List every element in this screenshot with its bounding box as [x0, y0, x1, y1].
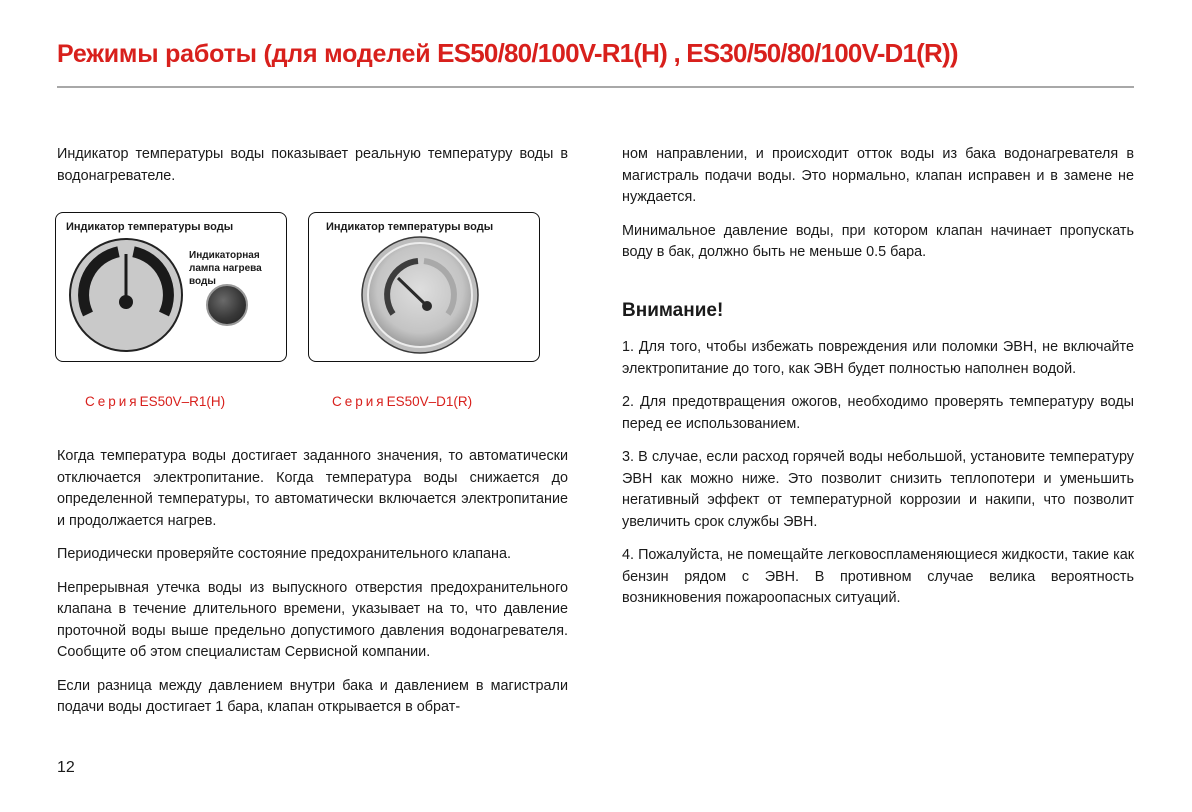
indicator-panel-d1: [308, 212, 540, 362]
temperature-gauge-icon: [63, 232, 189, 358]
warning-item: 1. Для того, чтобы избежать повреждения или поломки ЭВН, не включайте электропитание до того, как ЭВН будет полностью наполнен водой.: [622, 339, 1134, 377]
page-title-prefix: Режимы работы (для моделей: [57, 40, 438, 68]
series-model: ES50V–D1(R): [386, 394, 473, 409]
body-paragraph: Периодически проверяйте состояние предохранительного клапана.: [57, 546, 511, 562]
body-paragraph: Когда температура воды достигает заданного значения, то автоматически отключается электропитание. Когда температура воды снижается до определенной температуры, то автоматически включается электропитание и продолжается нагрев.: [57, 448, 568, 529]
temperature-gauge-icon: [358, 233, 482, 357]
page-title-models: ES50/80/100V-R1(H) , ES30/50/80/100V-D1(R)): [437, 38, 958, 68]
series-model: ES50V–R1(H): [139, 394, 226, 409]
title-divider: [57, 86, 1134, 88]
series-caption-r1: [85, 394, 225, 409]
body-paragraph: Если разница между давлением внутри бака и давлением в магистрали подачи воды достигает 1 бара, клапан открывается в обрат-: [57, 677, 568, 715]
series-caption-d1: [332, 394, 472, 409]
indicator-panel-r1: [55, 212, 287, 362]
panel-title: Индикатор температуры воды: [66, 221, 234, 233]
body-paragraph: ном направлении, и происходит отток воды из бака водонагревателя в магистраль подачи воды. Это нормально, клапан исправен и в замене не нуждается.: [622, 146, 1134, 205]
body-paragraph: Минимальное давление воды, при котором клапан начинает пропускать воду в бак, должно быть не меньше 0.5 бара.: [622, 222, 1134, 260]
warning-item: 2. Для предотвращения ожогов, необходимо проверять температуру воды перед ее использованием.: [622, 394, 1134, 432]
warning-heading: Внимание!: [622, 300, 724, 321]
left-column-intro: [57, 144, 568, 199]
right-column-top: [622, 144, 1134, 276]
series-prefix: Серия: [332, 394, 387, 409]
page-title: [57, 38, 958, 69]
warning-list: [622, 337, 1134, 622]
warning-item: 3. В случае, если расход горячей воды небольшой, установите температуру ЭВН как можно ниже. Это позволит снизить теплопотери и уменьшить негативный эффект от температурной коррозии и накипи, что позволит увеличить срок службы ЭВН.: [622, 449, 1134, 530]
panel-title: Индикатор температуры воды: [326, 221, 494, 233]
series-prefix: Серия: [85, 394, 140, 409]
intro-paragraph: Индикатор температуры воды показывает реальную температуру воды в водонагревателе.: [57, 146, 568, 184]
left-column-body: [57, 446, 568, 731]
body-paragraph: Непрерывная утечка воды из выпускного отверстия предохранительного клапана в течение длительного времени, указывает на то, что давление проточной воды выше предельно допустимого давления водонагревателя. Сообщите об этом специалистам Сервисной компании.: [57, 579, 568, 660]
lamp-label: Индикаторная лампа нагрева воды: [189, 250, 262, 287]
heating-lamp-icon: [206, 284, 248, 326]
warning-item: 4. Пожалуйста, не помещайте легковоспламеняющиеся жидкости, такие как бензин рядом с ЭВН. В противном случае велика вероятность возникновения пожароопасных ситуаций.: [622, 547, 1134, 606]
page-number: 12: [57, 759, 75, 776]
